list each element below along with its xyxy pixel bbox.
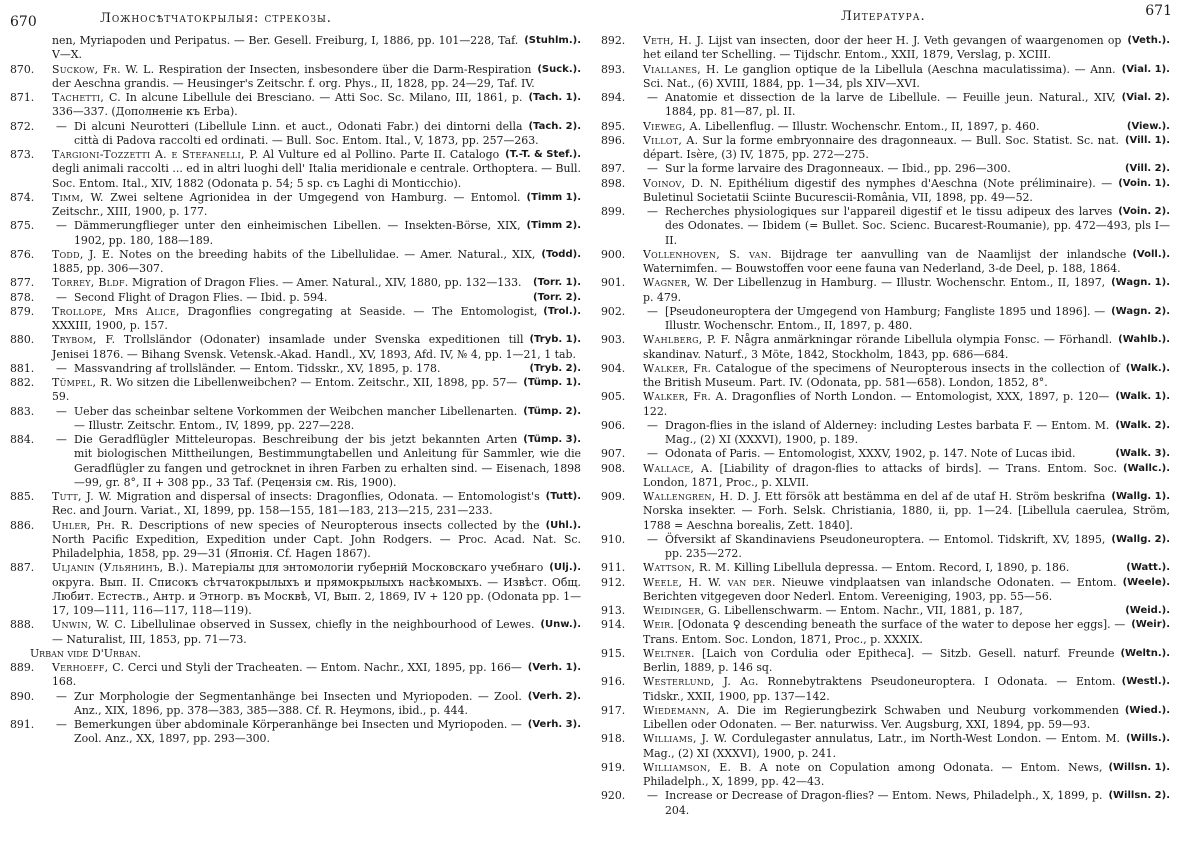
bibliography-entry [10, 519, 583, 562]
entry-repeat-author-dash: — [56, 361, 67, 375]
bibliography-entry [601, 162, 1172, 176]
entry-author: Verhoeff, C. [52, 661, 125, 674]
bibliography-entry [601, 362, 1172, 391]
entry-number: 911. [601, 561, 626, 575]
entry-repeat-author-dash: — [647, 205, 658, 218]
entry-abbreviation: (Vill. 2). [1124, 163, 1170, 175]
bibliography-entry [10, 305, 583, 334]
entry-abbreviation: (Torr. 1). [533, 277, 581, 289]
bibliography-entry [601, 647, 1172, 676]
entry-number: 917. [601, 703, 626, 717]
entry-citation: Nieuwe vindplaatsen van inlandsche Odonaten. — Entom. Berichten vitgegeven door Nederl. Entom. Vereeniging, 1903, pp. 55—56. [643, 575, 1117, 603]
entry-citation: Increase or Decrease of Dragon-flies? — Entom. News, Philadelph., X, 1899, p. 204. [665, 789, 1103, 817]
bibliography-entry [10, 191, 583, 220]
bibliography-entry [10, 362, 583, 376]
left-page-number: 670 [10, 14, 37, 30]
entry-number: 881. [10, 361, 35, 375]
entry-repeat-author-dash: — [56, 689, 67, 703]
bibliography-entry [601, 390, 1172, 419]
right-page [601, 0, 1172, 859]
entry-citation: Descriptions of new species of Neuropterous insects collected by the North Pacific Expedition, Expedition under Capt. John Rodgers. — Proc. Acad. Nat. Sc. Philadelphia, 1858, pp. 29—31 (Японія. Cf. Hagen 1867). [52, 518, 581, 560]
entry-citation: Le ganglion optique de la Libellula (Aeschna maculatissima). — Ann. Sci. Nat., (6) XVIII, 1884, pp. 1—34, pls XIV—XVI. [643, 62, 1116, 90]
bibliography-entry [10, 333, 583, 362]
entry-citation: Notes on the breeding habits of the Libellulidae. — Amer. Natural., XIX, 1885, pp. 306—307. [52, 247, 536, 275]
entry-abbreviation: (Suck.). [537, 63, 581, 75]
bibliography-entry [601, 333, 1172, 362]
entry-abbreviation: (Weltn.). [1120, 647, 1170, 659]
entry-citation: nen, Myriapoden und Peripatus. — Ber. Gesell. Freiburg, I, 1886, pp. 101—228, Taf. V—X. [52, 34, 519, 62]
entry-author: Trollope, Mrs Alice, [52, 304, 180, 318]
right-page-header [601, 0, 1172, 34]
entry-number: 904. [601, 361, 626, 375]
entry-number: 907. [601, 447, 626, 461]
bibliography-entry [10, 490, 583, 519]
entry-citation: Recherches physiologiques sur l'appareil digestif et le tissu adipeux des larves des Odonates. — Ibidem (= Bullet. Soc. Scienc. Bucarest-Roumanie), pp. 472—493, pls I—II. [665, 205, 1170, 247]
entry-author: Tümpel, R. [52, 376, 113, 389]
entry-abbreviation: (Westl.). [1121, 676, 1170, 688]
entry-number: 915. [601, 646, 626, 660]
entry-abbreviation: (Wagn. 1). [1111, 277, 1170, 289]
entry-number: 901. [601, 276, 626, 290]
entry-author: Villot, A. [643, 133, 699, 147]
entry-author: Wahlberg, P. F. [643, 333, 731, 347]
bibliography-entry [601, 561, 1172, 575]
entry-repeat-author-dash: — [647, 162, 658, 176]
entry-repeat-author-dash: — [647, 91, 658, 104]
entry-author: Weir. [643, 618, 675, 632]
entry-abbreviation: (Weele). [1122, 576, 1170, 588]
bibliography-entry [10, 219, 583, 248]
entry-citation: Migration of Dragon Flies. — Amer. Natural., XIV, 1880, pp. 132—133. [132, 276, 522, 290]
entry-abbreviation: (Unw.). [540, 619, 581, 631]
entry-citation: Trollsländor (Odonater) insamlade under Svenska expeditionen till Jenisei 1876. — Bihang Svensk. Vetensk.-Akad. Handl., XV, 1893, Afd. IV, № 4, pp. 1—21, 1 tab. [52, 333, 576, 361]
bibliography-entry [10, 661, 583, 690]
bibliography-entry [10, 405, 583, 434]
entry-citation: [Pseudoneuroptera der Umgegend von Hamburg; Fangliste 1895 und 1896]. — Illustr. Wochenschr. Entom., II, 1897, p. 480. [665, 304, 1106, 332]
entry-repeat-author-dash: — [56, 119, 67, 133]
bibliography-entry [601, 63, 1172, 92]
entry-citation: Wo sitzen die Libellenweibchen? — Entom. Zeitschr., XII, 1898, pp. 57—59. [52, 376, 518, 404]
entry-repeat-author-dash: — [647, 447, 658, 461]
bibliography-entry [10, 647, 583, 661]
entry-abbreviation: (Stuhlm.). [524, 35, 581, 46]
left-page [10, 0, 583, 859]
entry-citation: Ronnebytraktens Pseudoneuroptera. I Odonata. — Entom. Tidskr., XXII, 1900, pp. 137—142. [643, 675, 1116, 703]
entry-abbreviation: (Tümp. 2). [523, 405, 581, 417]
entry-citation: Libellenflug. — Illustr. Wochenschr. Entom., II, 1897, p. 460. [705, 119, 1040, 133]
entry-abbreviation: (Tach. 1). [528, 92, 581, 103]
entry-citation: [Odonata ♀ descending beneath the surface of the water to depose her eggs]. — Trans. Entom. Soc. London, 1871, Proc., p. XXXIX. [643, 618, 1126, 646]
bibliography-entry [601, 675, 1172, 704]
bibliography-entry [601, 34, 1172, 63]
entry-citation: Bemerkungen über abdominale Körperanhänge bei Insecten und Myriopoden. — Zool. Anz., XX, 1897, pp. 293—300. [74, 718, 522, 746]
entry-author: Weltner. [643, 646, 695, 660]
entry-number: 908. [601, 461, 626, 475]
bibliography-entry [10, 718, 583, 747]
entry-abbreviation: (Wallg. 2). [1111, 533, 1170, 545]
entry-citation: Dragonflies of North London. — Entomologist, XXX, 1897, p. 120—122. [643, 390, 1110, 418]
left-bibliography-list [10, 34, 583, 747]
entry-repeat-author-dash: — [56, 718, 67, 731]
entry-citation: Cordulegaster annulatus, Latr., im North-West London. — Entom. M. Mag., (2) XI (XXXVI), 1900, p. 241. [643, 732, 1120, 760]
bibliography-entry [601, 205, 1172, 248]
entry-author: Wattson, R. M. [643, 561, 731, 575]
entry-citation: Sur la forme larvaire des Dragonneaux. — Ibid., pp. 296—300. [665, 162, 1011, 176]
bibliography-entry [601, 305, 1172, 334]
bibliography-entry [601, 447, 1172, 461]
entry-abbreviation: (Voin. 1). [1118, 177, 1170, 189]
entry-abbreviation: (Uhl.). [545, 519, 581, 531]
entry-abbreviation: (Tutt). [545, 491, 581, 502]
entry-number: 882. [10, 376, 35, 389]
entry-number: 918. [601, 732, 626, 746]
entry-abbreviation: (Verh. 1). [527, 662, 581, 673]
entry-citation: Några anmärkningar rörande Libellula olympia Fonsc. — Förhandl. skandinav. Naturf., 3 Möte, 1842, Stockholm, 1843, pp. 686—684. [643, 333, 1113, 361]
entry-repeat-author-dash: — [56, 290, 67, 304]
entry-number: 910. [601, 532, 626, 546]
entry-abbreviation: (Weir). [1131, 619, 1170, 631]
bibliography-entry [601, 462, 1172, 491]
entry-abbreviation: (Vial. 2). [1121, 92, 1170, 103]
entry-author: Torrey, Bldf. [52, 276, 129, 290]
entry-citation: Massvandring af trollsländer. — Entom. Tidsskr., XV, 1895, p. 178. [74, 361, 441, 375]
entry-number: 877. [10, 276, 35, 290]
entry-number: 912. [601, 575, 626, 589]
bibliography-entry [601, 248, 1172, 277]
entry-citation: Dragon-flies in the island of Alderney: including Lestes barbata F. — Entom. M. Mag., (2) XI (XXXVI), 1900, p. 189. [665, 418, 1110, 446]
entry-citation: Anatomie et dissection de la larve de Libellule. — Feuille jeun. Natural., XIV, 1884, pp. 81—87, pl. II. [665, 91, 1116, 119]
entry-author: Veth, H. J. [643, 34, 705, 47]
entry-abbreviation: (Todd). [541, 248, 581, 260]
bibliography-entry [10, 34, 583, 63]
entry-author: Uhler, Ph. R. [52, 518, 134, 532]
bibliography-entry [10, 276, 583, 290]
entry-citation: Al Vulture ed al Pollino. Parte II. Catalogo degli animali raccolti ... ed in altri luoghi dell' Italia meridionale e centrale. Orthoptera. — Bull. Soc. Entom. Ital., XIV, 1882 (Odonata p. 54; 5 sp. съ Laghi di Monticchio). [52, 148, 581, 190]
entry-number: 893. [601, 62, 626, 76]
entry-number: 879. [10, 304, 35, 318]
entry-author: Wallace, A. [643, 461, 713, 475]
entry-citation: A note on Copulation among Odonata. — Entom. News, Philadelph., X, 1899, pp. 42—43. [643, 760, 1103, 788]
entry-citation: Odonata of Paris. — Entomologist, XXXV, 1902, p. 147. Note of Lucas ibid. [665, 447, 1076, 461]
bibliography-entry [10, 91, 583, 120]
entry-number: 872. [10, 119, 35, 133]
entry-abbreviation: (Verh. 2). [527, 690, 581, 702]
entry-citation: Ueber das scheinbar seltene Vorkommen der Weibchen mancher Libellenarten. — Illustr. Zeitschr. Entom., IV, 1899, pp. 227—228. [74, 404, 518, 432]
bibliography-entry [601, 618, 1172, 647]
entry-abbreviation: (Wied.). [1124, 704, 1170, 716]
entry-citation: Killing Libellula depressa. — Entom. Record, I, 1890, p. 186. [733, 561, 1070, 575]
entry-abbreviation: (Timm 2). [526, 220, 581, 232]
bibliography-entry [601, 91, 1172, 120]
entry-citation: Migration and dispersal of insects: Dragonflies, Odonata. — Entomologist's Rec. and Journ. Variat., XI, 1899, pp. 158—155, 181—183, 213—215, 231—233. [52, 490, 540, 518]
bibliography-entry [601, 704, 1172, 733]
entry-author: Tutt, J. W. [52, 490, 113, 503]
entry-author: Timm, W. [52, 190, 104, 204]
entry-number: 885. [10, 490, 35, 503]
entry-number: 900. [601, 247, 626, 261]
entry-abbreviation: (Wallg. 1). [1111, 491, 1170, 502]
entry-abbreviation: (Tümp. 3). [523, 434, 581, 445]
entry-abbreviation: (Timm 1). [526, 191, 581, 203]
entry-citation: Libellenschwarm. — Entom. Nachr., VII, 1881, p. 187, [724, 604, 1023, 617]
entry-abbreviation: (Veth.). [1127, 35, 1170, 46]
entry-author: Vollenhoven, S. van. [643, 247, 772, 261]
entry-citation: Die im Regierungbezirk Schwaben und Neuburg vorkommenden Libellen oder Odonaten. — Ber. naturwiss. Ver. Augsburg, XXI, 1894, pp. 59—93. [643, 703, 1119, 731]
entry-number: 883. [10, 404, 35, 418]
entry-number: 886. [10, 518, 35, 532]
bibliography-entry [10, 561, 583, 618]
entry-abbreviation: (Voin. 2). [1118, 206, 1170, 217]
entry-number: 914. [601, 618, 626, 632]
entry-citation: Sur la forme embryonnaire des dragonneaux. — Bull. Soc. Statist. Sc. nat. départ. Isère, (3) IV, 1875, pp. 272—275. [643, 133, 1119, 161]
entry-repeat-author-dash: — [647, 304, 658, 318]
bibliography-entry [10, 291, 583, 305]
right-page-number: 671 [1145, 3, 1172, 19]
bibliography-entry [10, 690, 583, 719]
entry-number: 905. [601, 390, 626, 404]
bibliography-entry [601, 120, 1172, 134]
entry-number: 920. [601, 789, 626, 803]
entry-abbreviation: (Tryb. 1). [529, 334, 581, 346]
entry-citation: Second Flight of Dragon Flies. — Ibid. p. 594. [74, 290, 328, 304]
entry-citation: Öfversikt af Skandinaviens Pseudoneuroptera. — Entomol. Tidskrift, XV, 1895, pp. 235—272. [665, 532, 1106, 560]
entry-author: Williams, J. W. [643, 732, 728, 746]
entry-author: Westerlund, J. Ag. [643, 675, 759, 689]
entry-author: Uljanin (Ульянинъ, В.). [52, 561, 188, 575]
entry-author: Viallanes, H. [643, 62, 720, 76]
entry-citation: Cerci und Styli der Tracheaten. — Entom. Nachr., XXI, 1895, pp. 166—168. [52, 661, 522, 689]
entry-number: 919. [601, 760, 626, 774]
entry-abbreviation: (T.-T. & Stef.). [505, 149, 581, 160]
entry-author: Suckow, Fr. W. L. [52, 62, 155, 76]
entry-abbreviation: (Vill. 1). [1124, 134, 1170, 146]
entry-abbreviation: (View.). [1126, 120, 1170, 132]
bibliography-entry [601, 533, 1172, 562]
entry-abbreviation: (Walk. 3). [1115, 448, 1170, 460]
entry-abbreviation: (Wahlb.). [1118, 334, 1170, 346]
bibliography-entry [10, 618, 583, 647]
entry-repeat-author-dash: — [647, 532, 658, 546]
entry-abbreviation: (Ulj.). [549, 562, 581, 574]
entry-abbreviation: (Willsn. 1). [1108, 761, 1170, 773]
entry-abbreviation: (Walk. 2). [1115, 419, 1170, 431]
entry-author: Targioni-Tozzetti A. e Stefanelli, P. [52, 148, 259, 161]
entry-abbreviation: (Verh. 3). [527, 719, 581, 730]
bibliography-entry [601, 604, 1172, 618]
entry-abbreviation: (Wills.). [1125, 733, 1170, 745]
entry-number: 876. [10, 247, 35, 261]
entry-citation: Respiration der Insecten, insbesondere über die Darm-Respiration der Aeschna grandis. — Heusinger's Zeitschr. f. org. Phys., II, 1828, pp. 24—29, Taf. IV. [52, 62, 535, 90]
entry-number: 888. [10, 618, 35, 632]
entry-abbreviation: (Willsn. 2). [1108, 790, 1170, 802]
entry-number: 874. [10, 190, 35, 204]
bibliography-entry [10, 63, 583, 92]
entry-citation: Bijdrage ter aanvulling van de Naamlijst der inlandsche Waternimfen. — Bouwstoffen voor eene fauna van Nederland, 3-de Deel, p. 188, 1864. [643, 247, 1127, 275]
entry-number: 889. [10, 661, 35, 674]
bibliography-entry [601, 789, 1172, 818]
bibliography-entry [10, 376, 583, 405]
entry-number: 913. [601, 604, 626, 617]
entry-citation: Urban vide D'Urban. [30, 646, 142, 660]
entry-number: 887. [10, 561, 35, 575]
entry-citation: Lijst van insecten, door der heer H. J. Veth gevangen of waargenomen op het eiland ter Schelling. — Tijdschr. Entom., XXII, 1879, Verslag, p. XCIII. [643, 34, 1122, 62]
bibliography-entry [10, 120, 583, 149]
entry-number: 916. [601, 675, 626, 689]
entry-number: 898. [601, 176, 626, 190]
entry-abbreviation: (Tach. 2). [528, 120, 581, 132]
entry-author: Unwin, W. C. [52, 618, 127, 632]
entry-abbreviation: (Wagn. 2). [1111, 305, 1170, 317]
entry-number: 897. [601, 162, 626, 176]
entry-citation: Epithélium digestif des nymphes d'Aeschna (Note préliminaire). — Buletinul Societatii Sciinte Bucurescii-România, VII, 1898, pp. 49—52. [643, 176, 1113, 204]
entry-citation: Di alcuni Neurotteri (Libellule Linn. et auct., Odonati Fabr.) dei dintorni della città di Padova raccolti ed ordinati. — Bull. Soc. Entom. Ital., V, 1873, pp. 257—263. [74, 119, 539, 147]
entry-abbreviation: (Vial. 1). [1121, 63, 1170, 75]
entry-repeat-author-dash: — [56, 219, 67, 233]
entry-author: Tachetti, C. [52, 91, 122, 104]
entry-number: 902. [601, 304, 626, 318]
right-running-title: Литература. [841, 9, 926, 24]
bibliography-entry [601, 134, 1172, 163]
entry-citation: Catalogue of the specimens of Neuropterous insects in the collection of the British Museum. Part. IV. (Odonata, pp. 581—658). London, 1852, 8°. [643, 361, 1120, 389]
entry-repeat-author-dash: — [647, 789, 658, 803]
right-bibliography-list [601, 34, 1172, 818]
entry-abbreviation: (Trol.). [543, 305, 581, 317]
entry-author: Wiedemann, A. [643, 703, 730, 717]
entry-author: Walker, Fr. [643, 361, 712, 375]
entry-number: 909. [601, 490, 626, 503]
entry-author: Wallengren, H. D. J. [643, 490, 762, 503]
entry-number: 896. [601, 133, 626, 147]
entry-number: 903. [601, 333, 626, 347]
entry-author: Trybom, F. [52, 333, 116, 347]
left-page-header [10, 0, 583, 34]
entry-number: 884. [10, 433, 35, 446]
entry-author: Weidinger, G. [643, 604, 721, 617]
entry-author: Williamson, E. B. [643, 760, 752, 774]
entry-number: 892. [601, 34, 626, 47]
entry-citation: Die Geradflügler Mitteleuropas. Beschreibung der bis jetzt bekannten Arten mit biologischen Mittheilungen, Bestimmungtabellen und Anleitung für Sammler, wie die Geradflügler zu fangen und getrocknet in ihren Farben zu erhalten sind. — Eisenach, 1898—99, gr. 8°, II + 308 pp., 33 Taf. (Рецензія см. Ris, 1900). [74, 433, 581, 489]
entry-abbreviation: (Torr. 2). [533, 291, 581, 303]
entry-author: Weele, H. W. van der. [643, 575, 776, 589]
entry-citation: Zwei seltene Agrionidea in der Umgegend von Hamburg. — Entomol. Zeitschr., XIII, 1900, p. 177. [52, 190, 521, 218]
bibliography-entry [10, 248, 583, 277]
entry-author: Voinov, D. N. [643, 176, 723, 190]
entry-citation: Der Libellenzug in Hamburg. — Illustr. Wochenschr. Entom., II, 1897, p. 479. [643, 276, 1106, 304]
entry-abbreviation: (Weid.). [1125, 605, 1170, 616]
entry-citation: Dämmerungflieger unter den einheimischen Libellen. — Insekten-Börse, XIX, 1902, pp. 180, 188—189. [74, 219, 521, 247]
entry-abbreviation: (Walk. 1). [1115, 391, 1170, 403]
entry-citation: [Liability of dragon-flies to attacks of birds]. — Trans. Entom. Soc. London, 1871, Proc., p. XLVII. [643, 461, 1118, 489]
bibliography-entry [601, 732, 1172, 761]
entry-repeat-author-dash: — [56, 433, 67, 446]
entry-number: 906. [601, 418, 626, 432]
left-running-title: Ложносѣтчатокрылыя: стрекозы. [100, 11, 332, 26]
entry-author: Wagner, W. [643, 276, 709, 290]
entry-number: 871. [10, 91, 35, 104]
entry-repeat-author-dash: — [647, 418, 658, 432]
entry-citation: In alcune Libellule dei Bresciano. — Atti Soc. Sc. Milano, III, 1861, p. 336—337. (Дополненіе къ Erba). [52, 91, 523, 119]
entry-number: 899. [601, 205, 626, 218]
entry-author: Todd, J. E. [52, 247, 115, 261]
bibliography-entry [601, 177, 1172, 206]
entry-citation: Матеріалы для энтомологіи губерній Московскаго учебнаго округа. Вып. II. Списокъ сѣтчатокрылыхъ и прямокрылыхъ насѣкомыхъ. — Извѣст. Общ. Любит. Естеств., Антр. и Этногр. въ Москвѣ, VI, Вып. 2, 1869, IV + 120 pp. (Odonata pp. 1—17, 109—111, 116—117, 118—119). [52, 561, 581, 617]
entry-citation: [Laich von Cordulia oder Epitheca]. — Sitzb. Gesell. naturf. Freunde Berlin, 1889, p. 146 sq. [643, 646, 1115, 674]
bibliography-entry [601, 761, 1172, 790]
entry-number: 875. [10, 219, 35, 233]
entry-citation: Dragonflies congregating at Seaside. — The Entomologist, XXXIII, 1900, p. 157. [52, 304, 538, 332]
bibliography-entry [601, 490, 1172, 533]
entry-number: 895. [601, 119, 626, 133]
entry-abbreviation: (Voll.). [1132, 248, 1170, 260]
entry-number: 870. [10, 62, 35, 76]
bibliography-entry [601, 419, 1172, 448]
entry-abbreviation: (Walk.). [1125, 362, 1170, 374]
entry-number: 880. [10, 333, 35, 347]
entry-citation: Libellulinae observed in Sussex, chiefly in the neighbourhood of Lewes. — Naturalist, III, 1853, pp. 71—73. [52, 618, 535, 646]
entry-citation: Ett försök att bestämma en del af de utaf H. Ström beskrifna Norska insekter. — Forh. Selsk. Christiania, 1880, ii, pp. 1—24. [Libellula caerulea, Ström, 1788 = Aeschna borealis, Zett. 1840]. [643, 490, 1170, 532]
entry-number: 878. [10, 290, 35, 304]
entry-repeat-author-dash: — [56, 404, 67, 418]
entry-author: Vieweg, A. [643, 119, 702, 133]
entry-author: Walker, Fr. A. [643, 390, 728, 404]
bibliography-entry [10, 148, 583, 191]
entry-number: 873. [10, 148, 35, 161]
entry-abbreviation: (Wallc.). [1123, 462, 1170, 474]
entry-abbreviation: (Tümp. 1). [523, 377, 581, 388]
entry-abbreviation: (Tryb. 2). [529, 362, 581, 374]
entry-number: 890. [10, 689, 35, 703]
entry-number: 891. [10, 718, 35, 731]
entry-number: 894. [601, 91, 626, 104]
entry-abbreviation: (Watt.). [1126, 562, 1170, 574]
entry-citation: Zur Morphologie der Segmentanhänge bei Insecten und Myriopoden. — Zool. Anz., XIX, 1896, pp. 378—383, 385—388. Cf. R. Heymons, ibid., p. 444. [74, 689, 522, 717]
bibliography-entry [601, 276, 1172, 305]
bibliography-entry [10, 433, 583, 490]
bibliography-entry [601, 576, 1172, 605]
